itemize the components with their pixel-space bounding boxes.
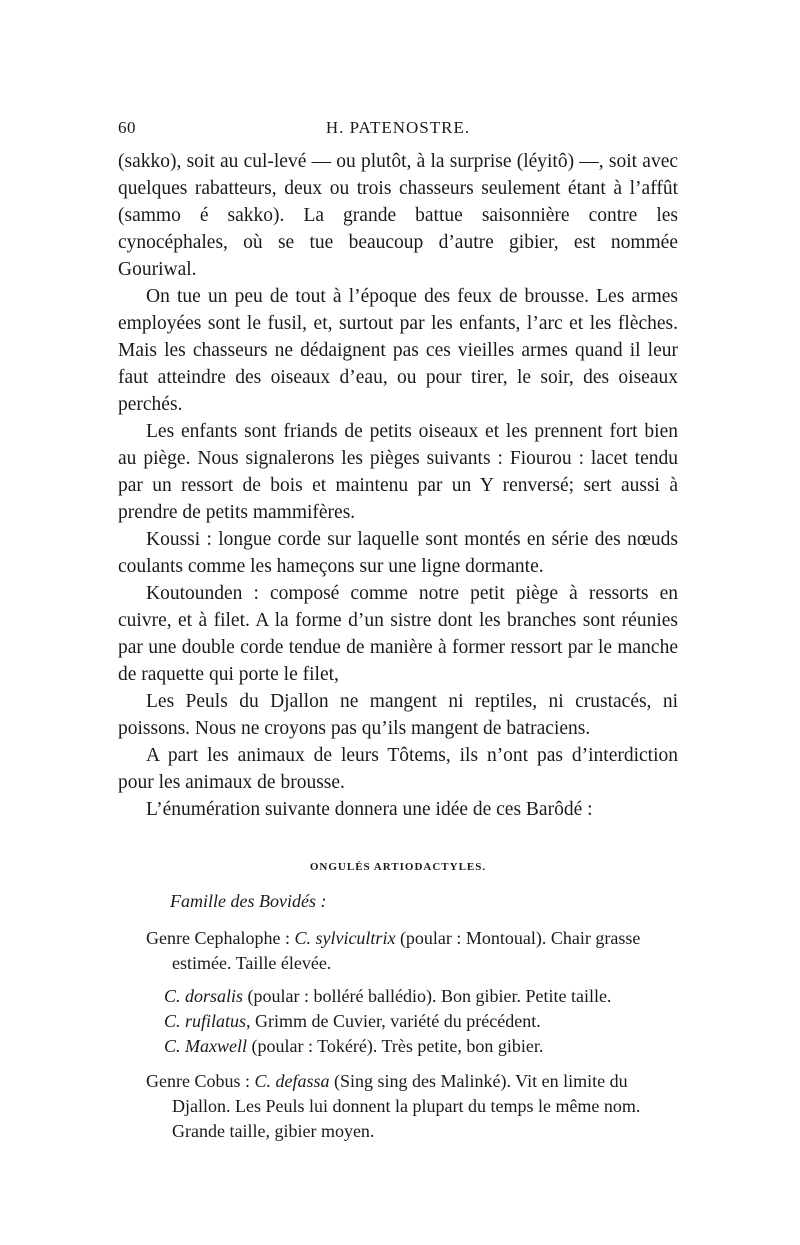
page-number: 60 (118, 118, 136, 137)
genus-label: Genre Cobus : (146, 1071, 255, 1091)
species-entry (164, 1009, 678, 1034)
paragraph-diet: Les Peuls du Djallon ne mangent ni reptiles, ni crustacés, ni poissons. Nous ne croyons pas qu’ils mangent de batraciens. (118, 691, 678, 739)
page-header (118, 118, 678, 148)
species-name: C. rufilatus, (164, 1011, 251, 1031)
species-description: (poular : Montoual). Chair grasse estimée. Taille élevée. (172, 928, 641, 973)
species-list (118, 984, 678, 1059)
paragraph-koussi: Koussi : longue corde sur laquelle sont montés en série des nœuds coulants comme les hameçons sur une ligne dormante. (118, 529, 678, 577)
family-heading: Famille des Bovidés : (170, 891, 327, 911)
species-entry (164, 1034, 678, 1059)
genus-label: Genre Cephalophe : (146, 928, 295, 948)
species-description: (Sing sing des Malinké). Vit en limite du Djallon. Les Peuls lui donnent la plupart du temps le même nom. Grande taille, gibier moyen. (172, 1071, 641, 1141)
species-name: C. sylvicultrix (294, 928, 396, 948)
species-name: C. Maxwell (164, 1036, 247, 1056)
paragraph-totems: A part les animaux de leurs Tôtems, ils n’ont pas d’interdiction pour les animaux de brousse. (118, 745, 678, 793)
body-text (118, 148, 678, 823)
species-entries (118, 926, 678, 1144)
paragraph-enumeration: L’énumération suivante donnera une idée de ces Barôdé : (146, 799, 593, 820)
species-name: C. defassa (254, 1071, 330, 1091)
running-title: H. PATENOSTRE. (325, 118, 471, 137)
paragraph-traps: Les enfants sont friands de petits oiseaux et les prennent fort bien au piège. Nous signalerons les pièges suivants : Fiourou : lacet tendu par un ressort de bois et maintenu par un Y renversé; sert aussi à prendre de petits mammifères. (118, 421, 678, 523)
paragraph-hunting-methods: (sakko), soit au cul-levé — ou plutôt, à la surprise (léyitô) —, soit avec quelques rabatteurs, deux ou trois chasseurs seulement étant à l’affût (sammo é sakko). La grande battue saisonnière contre les cynocéphales, où se tue beaucoup d’autre gibier, est nommée Gouriwal. (118, 151, 678, 280)
species-name: C. dorsalis (164, 986, 244, 1006)
paragraph-koutounden: Koutounden : composé comme notre petit piège à ressorts en cuivre, et à filet. A la forme d’un sistre dont les branches sont réunies par une double corde tendue de manière à former ressort par le manche de raquette qui porte le filet, (118, 583, 678, 685)
genus-entry-cobus (118, 1069, 678, 1144)
species-description: Grimm de Cuvier, variété du précédent. (250, 1011, 541, 1031)
book-page (118, 118, 678, 1152)
species-entry (164, 984, 678, 1009)
species-description: (poular : bolléré ballédio). Bon gibier. Petite taille. (243, 986, 612, 1006)
section-title: ONGULÉS ARTIODACTYLES. (309, 861, 487, 873)
species-description: (poular : Tokéré). Très petite, bon gibier. (247, 1036, 544, 1056)
paragraph-weapons: On tue un peu de tout à l’époque des feux de brousse. Les armes employées sont le fusil, et, surtout par les enfants, l’arc et les flèches. Mais les chasseurs ne dédaignent pas ces vieilles armes quand il leur faut atteindre des oiseaux d’eau, ou pour tirer, le soir, des oiseaux perchés. (118, 286, 678, 415)
genus-entry-cephalophe (118, 926, 678, 976)
